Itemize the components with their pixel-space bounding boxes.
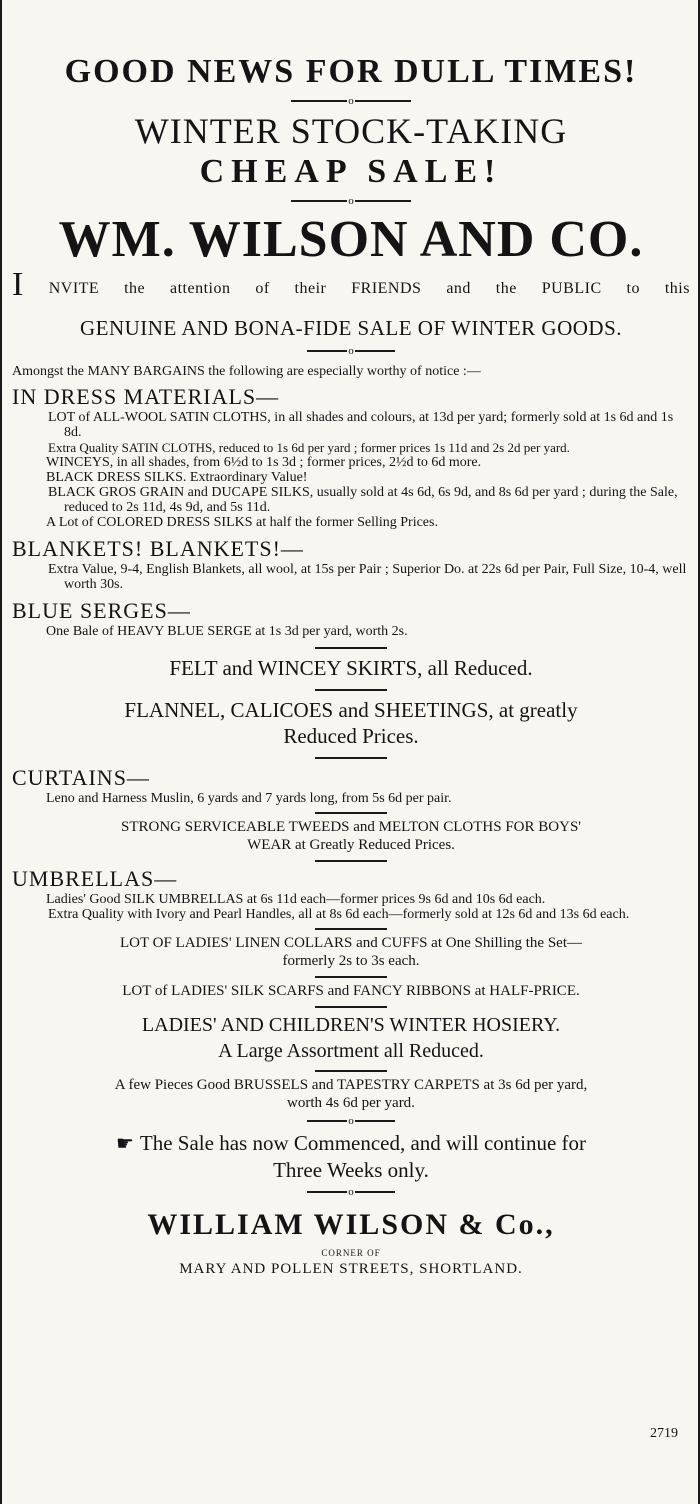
- collars-line-2: formerly 2s to 3s each.: [282, 953, 420, 969]
- ornament-rule: o: [12, 94, 690, 108]
- divider: [315, 1006, 387, 1008]
- sale-line-2: Three Weeks only.: [273, 1158, 429, 1182]
- dress-item: BLACK GROS GRAIN and DUCAPE SILKS, usually sold at 4s 6d, 6s 9d, and 8s 6d per yard ; during the Sale, reduced to 2s 11d, 4s 9d, and 5s 11d.: [48, 485, 678, 515]
- corner-of: CORNER OF: [321, 1248, 381, 1258]
- divider: [315, 860, 387, 862]
- divider: [315, 757, 387, 759]
- ornament-rule: o: [12, 1114, 690, 1128]
- signoff: WILLIAM WILSON & Co.,: [147, 1208, 555, 1241]
- amongst-line: Amongst the MANY BARGAINS the following are especially worthy of notice :—: [12, 364, 481, 379]
- curtains-heading: CURTAINS—: [12, 765, 150, 790]
- divider: [315, 928, 387, 930]
- ornament-rule: o: [12, 194, 690, 208]
- divider: [315, 1070, 387, 1072]
- sale-line-1: ☛ The Sale has now Commenced, and will continue for: [115, 1131, 587, 1155]
- headline: GOOD NEWS FOR DULL TIMES!: [64, 53, 638, 90]
- carpets-line-1: A few Pieces Good BRUSSELS and TAPESTRY CARPETS at 3s 6d per yard,: [114, 1077, 588, 1093]
- dress-item: A Lot of COLORED DRESS SILKS at half the former Selling Prices.: [46, 515, 438, 530]
- dress-item: WINCEYS, in all shades, from 6½d to 1s 3d ; former prices, 2½d to 6d more.: [46, 455, 482, 470]
- ad-number: 2719: [650, 1426, 678, 1441]
- collars-line-1: LOT OF LADIES' LINEN COLLARS and CUFFS at One Shilling the Set—: [119, 935, 582, 951]
- company-name: WM. WILSON AND CO.: [58, 211, 644, 268]
- divider: [315, 647, 387, 649]
- umbrellas-heading: UMBRELLAS—: [12, 866, 178, 891]
- serges-item: One Bale of HEAVY BLUE SERGE at 1s 3d per yard, worth 2s.: [46, 624, 408, 639]
- hosiery-line-2: A Large Assortment all Reduced.: [218, 1040, 484, 1062]
- ornament-rule: o: [12, 1185, 690, 1199]
- drop-cap: I: [12, 266, 24, 303]
- genuine-sale-line: GENUINE AND BONA-FIDE SALE OF WINTER GOODS.: [79, 316, 622, 340]
- divider: [315, 976, 387, 978]
- curtains-item: Leno and Harness Muslin, 6 yards and 7 yards long, from 5s 6d per pair.: [46, 791, 452, 806]
- blankets-item: Extra Value, 9-4, English Blankets, all wool, at 15s per Pair ; Superior Do. at 22s 6d per Pair, Full Size, 10-4, well worth 30s.: [48, 562, 687, 592]
- title-line-1: WINTER STOCK-TAKING: [134, 111, 568, 151]
- tweeds-line-2: WEAR at Greatly Reduced Prices.: [247, 837, 455, 853]
- ornament-rule: o: [12, 344, 690, 358]
- scarfs-line: LOT of LADIES' SILK SCARFS and FANCY RIBBONS at HALF-PRICE.: [122, 983, 580, 999]
- divider: [315, 689, 387, 691]
- felt-line: FELT and WINCEY SKIRTS, all Reduced.: [169, 656, 533, 680]
- dress-heading: IN DRESS MATERIALS—: [12, 384, 280, 409]
- blankets-heading: BLANKETS! BLANKETS!—: [12, 536, 304, 561]
- flannel-line-1: FLANNEL, CALICOES and SHEETINGS, at greatly: [124, 698, 578, 722]
- dress-item: LOT of ALL-WOOL SATIN CLOTHS, in all shades and colours, at 13d per yard; formerly sold at 1s 6d and 1s 8d.: [48, 410, 674, 440]
- flannel-line-2: Reduced Prices.: [283, 724, 419, 748]
- hosiery-line-1: LADIES' AND CHILDREN'S WINTER HOSIERY.: [141, 1014, 561, 1036]
- serges-heading: BLUE SERGES—: [12, 598, 191, 623]
- dress-item: BLACK DRESS SILKS. Extraordinary Value!: [46, 470, 308, 485]
- tweeds-line-1: STRONG SERVICEABLE TWEEDS and MELTON CLOTHS FOR BOYS': [120, 819, 581, 835]
- pointing-hand-icon: ☛: [115, 1133, 134, 1155]
- address: MARY AND POLLEN STREETS, SHORTLAND.: [179, 1261, 523, 1277]
- umbrellas-item: Extra Quality with Ivory and Pearl Handles, all at 8s 6d each—formerly sold at 12s 6d and 13s 6d each.: [48, 907, 630, 922]
- title-line-2: CHEAP SALE!: [199, 153, 503, 190]
- invite-line: I NVITE the attention of their FRIENDS and the PUBLIC to this: [12, 266, 690, 303]
- umbrellas-item: Ladies' Good SILK UMBRELLAS at 6s 11d each—former prices 9s 6d and 10s 6d each.: [46, 892, 546, 907]
- divider: [315, 812, 387, 814]
- dress-item: Extra Quality SATIN CLOTHS, reduced to 1s 6d per yard ; former prices 1s 11d and 2s 2d per yard.: [48, 440, 570, 455]
- carpets-line-2: worth 4s 6d per yard.: [287, 1095, 415, 1111]
